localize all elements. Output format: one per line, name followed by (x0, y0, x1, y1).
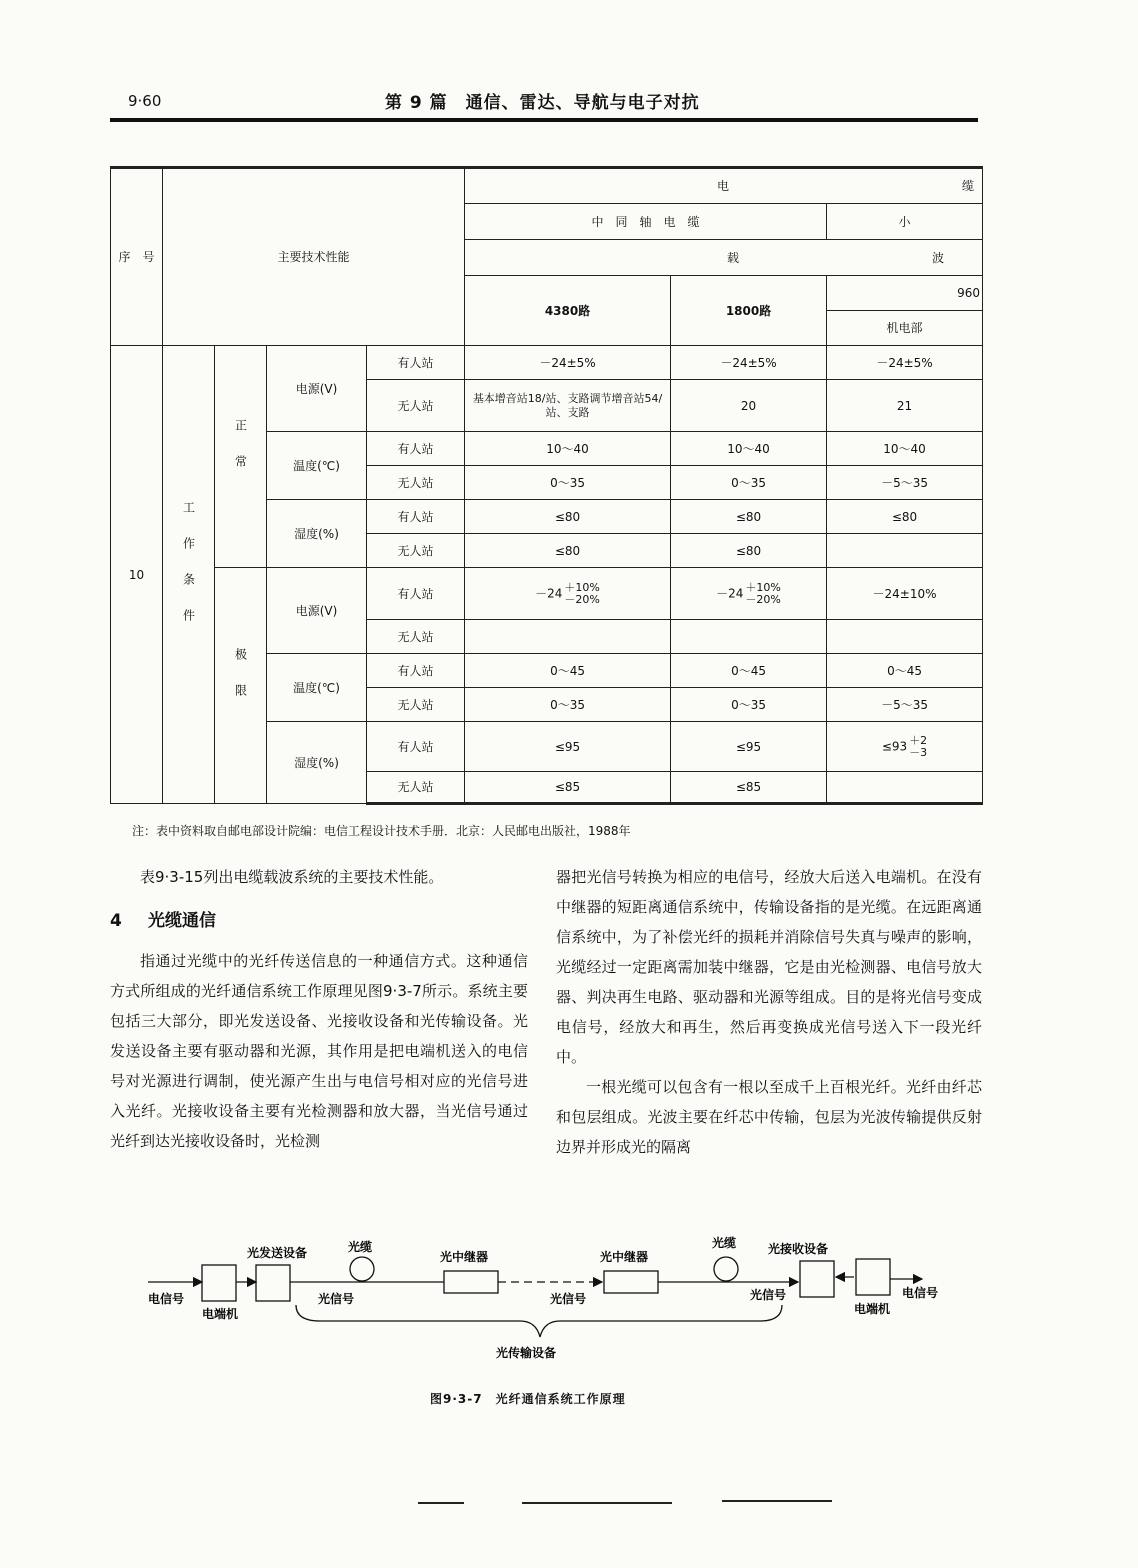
header-cable: 电 缆 (465, 168, 983, 204)
paragraph-2: 器把光信号转换为相应的电信号，经放大后送入电端机。在没有中继器的短距离通信系统中，传输设备指的是光缆。在远距离通信系统中，为了补偿光纤的损耗并消除信号失真与噪声的影响，光缆经过一定距离需加装中继器，它是由光检测器、电信号放大器、判决再生电路、驱动器和光源等组成。目的是将光信号变成电信号，经放大和再生，然后再变换成光信号送入下一段光纤中。 (556, 868, 982, 1066)
transmission-group-label: 光传输设备 (496, 1346, 557, 1360)
cell: －5～35 (827, 466, 983, 500)
cell: 基本增音站18/站、支路调节增音站54/站、支路 (465, 380, 671, 432)
limit-power-label: 电源(V) (267, 568, 367, 654)
optical-signal-label-2: 光信号 (550, 1292, 587, 1306)
cell: ≤80 (671, 500, 827, 534)
cell: 21 (827, 380, 983, 432)
paragraph-3: 一根光缆可以包含有一根以至成千上百根光纤。光纤由纤芯和包层组成。光波主要在纤芯中传输，包层为光波传输提供反射边界并形成光的隔离 (556, 1078, 982, 1156)
terminal-right-box (856, 1259, 890, 1295)
cell: 0～35 (671, 688, 827, 722)
cell: 10～40 (671, 432, 827, 466)
section-heading: 4 光缆通信 (110, 911, 216, 931)
tx-device-box (256, 1265, 290, 1301)
optical-cable-2-icon (714, 1257, 738, 1281)
footer-mark (418, 1502, 464, 1504)
limit-humidity-label: 湿度(%) (267, 722, 367, 804)
normal-label: 正常 (215, 346, 267, 568)
optical-cable-2-label: 光缆 (712, 1236, 737, 1250)
rx-device-box (800, 1261, 834, 1297)
normal-temp-label: 温度(℃) (267, 432, 367, 500)
normal-humidity-label: 湿度(%) (267, 500, 367, 568)
header-performance: 主要技术性能 (163, 168, 465, 346)
unmanned-label: 无人站 (367, 534, 465, 568)
work-condition: 工作条件 (163, 346, 215, 804)
header-small: 小 (827, 204, 983, 240)
cell: ≤80 (671, 534, 827, 568)
cell (827, 620, 983, 654)
header-4380: 4380路 (465, 276, 671, 346)
cell: 0～35 (671, 466, 827, 500)
header-1800: 1800路 (671, 276, 827, 346)
cell (827, 772, 983, 804)
header-seq: 序 号 (111, 168, 163, 346)
header-960: 960 机电部 (827, 276, 983, 346)
optical-signal-label-1: 光信号 (318, 1292, 355, 1306)
cell: 0～45 (671, 654, 827, 688)
normal-power-label: 电源(V) (267, 346, 367, 432)
left-column (110, 862, 528, 1156)
cell: 0～35 (465, 466, 671, 500)
repeater-1-box (444, 1271, 498, 1293)
manned-label: 有人站 (367, 654, 465, 688)
cell: －24 ＋10% －20% (671, 568, 827, 620)
cell: ≤95 (465, 722, 671, 772)
manned-label: 有人站 (367, 722, 465, 772)
cell: ≤80 (827, 500, 983, 534)
unmanned-label: 无人站 (367, 466, 465, 500)
optical-cable-1-label: 光缆 (348, 1240, 373, 1254)
chapter-title: 第 9 篇 通信、雷达、导航与电子对抗 (385, 93, 700, 113)
cell: －24 ＋10% －20% (465, 568, 671, 620)
cell: ≤93 ＋2 －3 (827, 722, 983, 772)
terminal-right-label: 电端机 (854, 1302, 891, 1316)
header-carrier: 载 波 (465, 240, 983, 276)
transmission-brace (296, 1305, 782, 1337)
figure-caption: 图9·3-7 光纤通信系统工作原理 (430, 1392, 626, 1406)
unmanned-label: 无人站 (367, 688, 465, 722)
footer-mark (722, 1500, 832, 1502)
manned-label: 有人站 (367, 500, 465, 534)
cell (465, 620, 671, 654)
cell: 10～40 (827, 432, 983, 466)
header-coax: 中 同 轴 电 缆 (465, 204, 827, 240)
cell: ≤85 (465, 772, 671, 804)
cell: 20 (671, 380, 827, 432)
footer-mark (522, 1502, 672, 1504)
electric-signal-in-label: 电信号 (148, 1292, 185, 1306)
optical-cable-1-icon (350, 1257, 374, 1281)
cell: 0～45 (827, 654, 983, 688)
intro-paragraph: 表9·3-15列出电缆载波系统的主要技术性能。 (140, 868, 444, 886)
repeater-2-label: 光中继器 (600, 1250, 649, 1264)
unmanned-label: 无人站 (367, 620, 465, 654)
cell: ≤80 (465, 500, 671, 534)
fiber-system-diagram (110, 1225, 982, 1375)
header-rule (110, 118, 978, 122)
table-note: 注：表中资料取自邮电部设计院编：电信工程设计技术手册．北京：人民邮电出版社，1988年 (132, 824, 631, 838)
rx-device-label: 光接收设备 (768, 1242, 829, 1256)
cell: －24±5% (671, 346, 827, 380)
limit-label: 极限 (215, 568, 267, 804)
cell: －24±5% (827, 346, 983, 380)
cell: 0～45 (465, 654, 671, 688)
electric-signal-out-label: 电信号 (902, 1286, 939, 1300)
optical-signal-label-3: 光信号 (750, 1288, 787, 1302)
unmanned-label: 无人站 (367, 772, 465, 804)
terminal-left-box (202, 1265, 236, 1301)
cell: 10～40 (465, 432, 671, 466)
page-number: 9·60 (128, 92, 162, 110)
repeater-2-box (604, 1271, 658, 1293)
cell: ≤80 (465, 534, 671, 568)
cell: ≤85 (671, 772, 827, 804)
performance-table (110, 166, 983, 805)
terminal-left-label: 电端机 (202, 1307, 239, 1321)
cell: ≤95 (671, 722, 827, 772)
cell: －24±10% (827, 568, 983, 620)
cell: －24±5% (465, 346, 671, 380)
cell: 0～35 (465, 688, 671, 722)
manned-label: 有人站 (367, 346, 465, 380)
paragraph-1: 指通过光缆中的光纤传送信息的一种通信方式。这种通信方式所组成的光纤通信系统工作原理见图9·3-7所示。系统主要包括三大部分，即光发送设备、光接收设备和光传输设备。光发送设备主要有驱动器和光源，其作用是把电端机送入的电信号对光源进行调制，使光源产生出与电信号相对应的光信号进入光纤。光接收设备主要有光检测器和放大器，当光信号通过光纤到达光接收设备时，光检测 (110, 952, 528, 1150)
row-number: 10 (111, 346, 163, 804)
limit-temp-label: 温度(℃) (267, 654, 367, 722)
manned-label: 有人站 (367, 568, 465, 620)
right-column (556, 862, 982, 1162)
tx-device-label: 光发送设备 (247, 1246, 308, 1260)
cell: －5～35 (827, 688, 983, 722)
repeater-1-label: 光中继器 (440, 1250, 489, 1264)
cell (671, 620, 827, 654)
cell (827, 534, 983, 568)
unmanned-label: 无人站 (367, 380, 465, 432)
manned-label: 有人站 (367, 432, 465, 466)
